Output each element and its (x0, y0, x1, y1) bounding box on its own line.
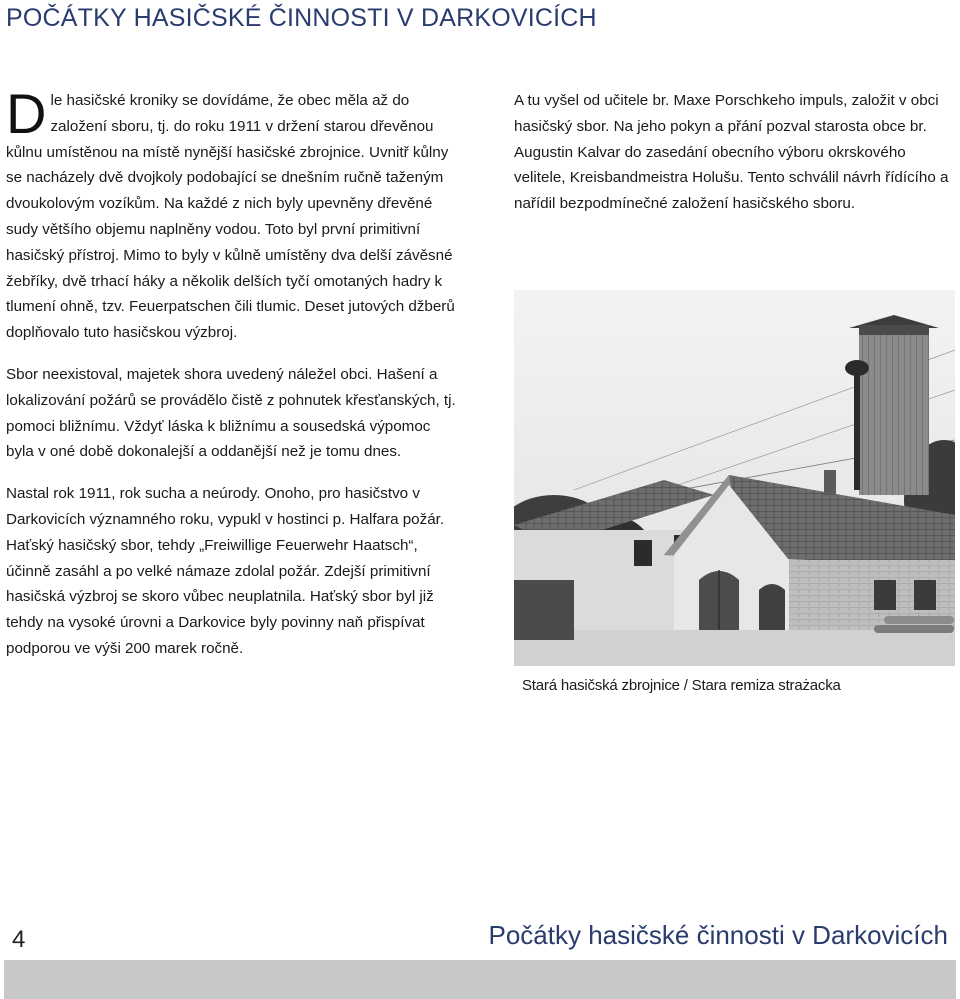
paragraph-1-text: le hasičské kroniky se dovídáme, že obec měla až do založení sboru, tj. do roku 1911 v držení starou dřevěnou kůlnu umístěnou na místě nynější hasičské zbrojnice. Uvnitř kůlny se nacházely dvě dvojkoly podobající se dnešním ručně taženým dvoukolovým vozíkům. Na každé z nich byly upevněny dřevěné sudy většího objemu naplněny vodou. Toto byl první primitivní hasičský přístroj. Mimo to byly v kůlně umístěny dva delší závěsné žebříky, dvě trhací háky a několik delších tyčí omotaných hadry k tlumení ohně, tzv. Feuerpatschen čili tlumic. Deset jutových džberů doplňovalo tuto hasičskou výzbroj. (6, 92, 455, 342)
fire-station-illustration (514, 290, 955, 666)
footer-bar (4, 960, 956, 999)
photo-caption: Stará hasičská zbrojnice / Stara remiza strażacka (522, 677, 841, 694)
left-column (6, 82, 456, 678)
paragraph-4: A tu vyšel od učitele br. Maxe Porschkeho impuls, založit v obci hasičský sbor. Na jeho pokyn a přání pozval starosta obce br. Augustin Kalvar do zasedání obecního výboru okrskového velitele, Kreisbandmeistra Holušu. Tento schválil návrh řídícího a nařídil bezpodmínečné založení hasičského sboru. (514, 92, 949, 213)
drop-cap: D (6, 82, 47, 145)
page-number: 4 (12, 926, 26, 953)
paragraph-1 (6, 82, 456, 346)
page-heading: POČÁTKY HASIČSKÉ ČINNOSTI V DARKOVICÍCH (6, 4, 597, 32)
paragraph-2: Sbor neexistoval, majetek shora uvedený náležel obci. Hašení a lokalizování požárů se provádělo čistě z pohnutek křesťanských, tj. pomoci bližnímu. Vždyť láska k bližnímu a sousedská výpomoc byla v oné době dokonalejší a oddanější než je tomu dnes. (6, 365, 456, 461)
paragraph-3: Nastal rok 1911, rok sucha a neúrody. Onoho, pro hasičstvo v Darkovicích významného roku, vypukl v hostinci p. Halfara požár. Haťský hasičský sbor, tehdy „Freiwillige Feuerwehr Haatsch“, účinně zasáhl a po velké námaze zdolal požár. Zdejší primitivní hasičská výzbroj se skoro vůbec neuplatnila. Haťský sbor byl již tehdy na vysoké úrovni a Darkovice byly povinny naň přispívat podporou ve výši 200 marek ročně. (6, 485, 445, 657)
right-column (514, 88, 954, 233)
fire-station-photo (514, 290, 955, 666)
footer-title: Počátky hasičské činnosti v Darkovicích (488, 920, 948, 950)
